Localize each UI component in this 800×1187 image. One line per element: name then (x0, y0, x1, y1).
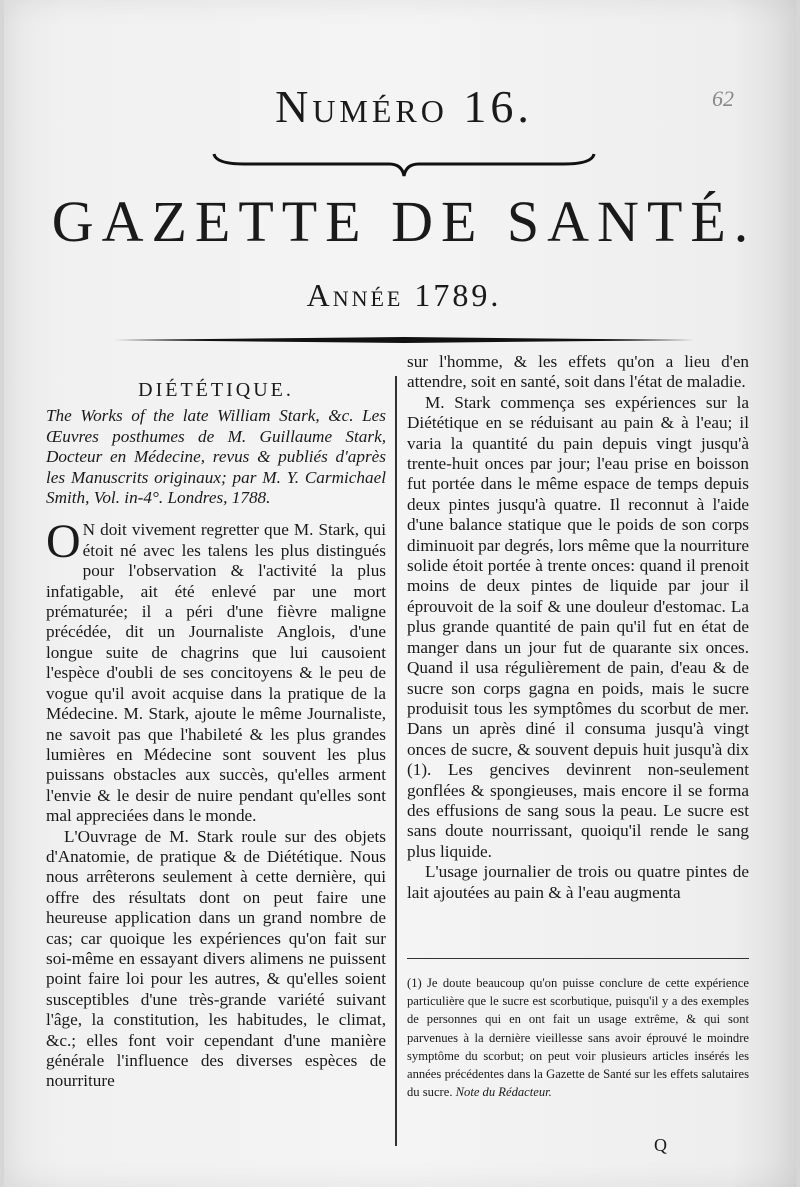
catchword: Q (654, 1135, 667, 1155)
decorative-brace (204, 150, 604, 180)
paragraph-1 (46, 515, 386, 826)
issue-number: Numéro 16. (275, 81, 533, 132)
book-reference: The Works of the late William Stark, &c. Les Œuvres posthumes de M. Guillaume Stark, Docteur en Médecine, revus & publiés d'après les Manuscrits originaux; par M. Y. Carmichael Smith, Vol. in-4°. Londres, 1788. (46, 406, 386, 508)
right-paragraph-3: L'usage journalier de trois ou quatre pintes de lait ajoutées au pain & à l'eau augmenta (407, 862, 749, 902)
paragraph-2: L'Ouvrage de M. Stark roule sur des objets d'Anatomie, de pratique & de Diététique. Nous nous arrêterons seulement à cette dernière, qui offre des résultats dont on peut faire une heureuse application dans un grand nombre de cas; car quoique les expériences qu'on fait sur soi-même en essayant divers alimens ne puissent point faire loi pour les autres, & qu'elles soient susceptibles d'une très-grande variété suivant l'âge, la constitution, les habitudes, le climat, &c.; elles font voir cependant d'une manière générale l'influence des diverses espèces de nourriture (46, 826, 386, 1091)
header-rule (114, 334, 694, 346)
gazette-title: GAZETTE DE SANTÉ. (51, 189, 757, 254)
year-line: Année 1789. (306, 277, 502, 313)
footnote-text: (1) Je doute beaucoup qu'on puisse conclure de cette expérience particulière que le sucre est scorbutique, puisqu'il y a des exemples de personnes qui en ont fait un usage extrême, & qui sont parvenues à la dernière vieillesse sans avoir éprouvé le moindre symptôme du scorbut; on peut voir plusieurs articles insérés les années précédentes dans la Gazette de Santé sur les effets salutaires du sucre. (407, 976, 749, 1100)
dropcap-letter: O (46, 515, 81, 569)
right-column (407, 352, 749, 903)
footnote-rule (407, 958, 749, 959)
right-paragraph-2: M. Stark commença ses expériences sur la Diététique en se réduisant au pain & à l'eau; il varia la quantité du pain depuis vingt jusqu'à trente-huit onces par jour; l'eau prise en boisson fut portée dans le même espace de temps depuis deux pintes jusqu'à quatre. Il reconnut à l'aide d'une balance statique que le poids de son corps diminuoit par degrés, lors même que la nourriture solide étoit portée à trente onces: quand il prenoit moins de deux pintes de liquide par jour il éprouvoit de la soif & une douleur d'estomac. La plus grande quantité de pain qu'il fut en état de manger dans un jour fut de quarante six onces. Quand il usa régulièrement de pain, d'eau & de sucre son corps gagna en poids, mais le sucre produisit tous les symptômes du scorbut de mer. Dans un après diné il consuma jusqu'à vingt onces de sucre, & souvent depuis huit jusqu'à dix (1). Les gencives devinrent non-seulement gonflées & spongieuses, mais encore il se forma des effusions de sang sous la peau. Le sucre est sans doute nourrissant, quoiqu'il rende le sang plus liquide. (407, 392, 749, 861)
newspaper-page (4, 0, 796, 1187)
page-corner-mark: 62 (712, 86, 734, 111)
paragraph-1-text: N doit vivement regretter que M. Stark, qui étoit né avec les talens les plus distingués pour l'observation & l'activité la plus infatigable, ait été enlevé par une mort prématurée; il a péri d'une fièvre maligne précédée, dit un Journaliste Anglois, d'une longue suite de chagrins que lui causoient l'espèce d'oubli de ses concitoyens & le peu de vogue qu'il avoit acquise dans la pratique de la Médecine. M. Stark, ajoute le même Journaliste, ne savoit pas que l'habileté & les plus grandes lumières en Médecine sont souvent les plus puissans obstacles aux succès, qu'elles arment l'envie & le desir de nuire pendant qu'elles sont mal appreciées dans le monde. (46, 520, 386, 826)
footnote-signature: Note du Rédacteur. (455, 1085, 552, 1100)
section-title: DIÉTÉTIQUE. (138, 379, 294, 401)
right-paragraph-1: sur l'homme, & les effets qu'on a lieu d'en attendre, soit en santé, soit dans l'état de maladie. (407, 352, 749, 392)
footnote (407, 974, 749, 1101)
left-column (46, 380, 386, 1092)
column-divider (395, 376, 397, 1146)
